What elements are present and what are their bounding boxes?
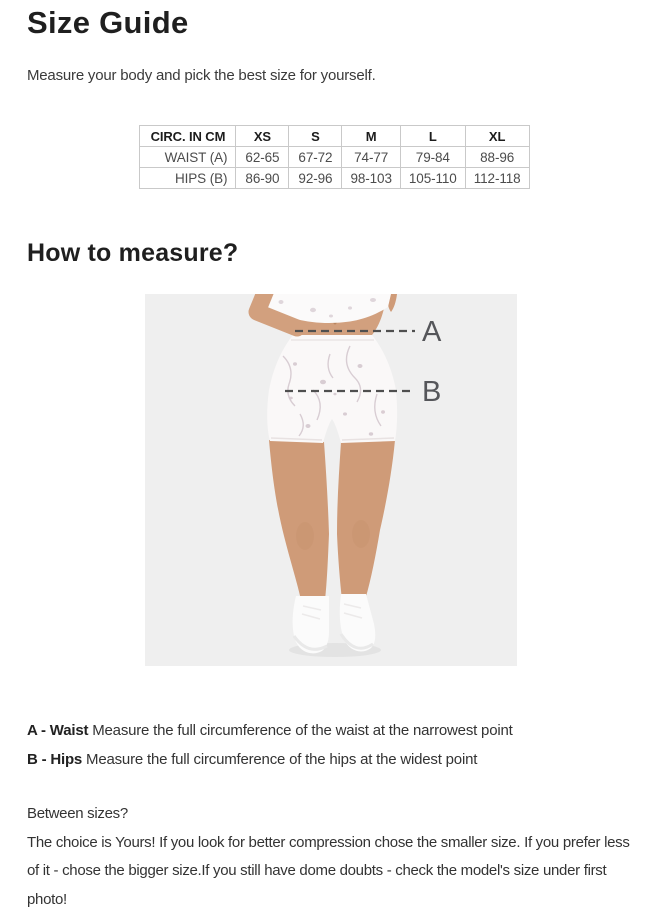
measure-notes [27,716,642,774]
col-header-circ: CIRC. IN CM [140,126,236,147]
marker-a-label: A [422,316,442,348]
between-sizes-question: Between sizes? [27,800,642,829]
note-hips-label: B - Hips [27,751,82,768]
size-table-wrapper [27,125,642,189]
col-header-xl: XL [465,126,529,147]
table-row-hips [140,168,529,189]
waist-s: 67-72 [289,147,342,168]
how-to-measure-heading: How to measure? [27,239,642,268]
waist-xl: 88-96 [465,147,529,168]
note-waist-label: A - Waist [27,722,88,739]
size-table [139,125,529,189]
page-title: Size Guide [27,0,642,41]
hips-xl: 112-118 [465,168,529,189]
hips-s: 92-96 [289,168,342,189]
note-hips [27,745,642,774]
note-waist-text: Measure the full circumference of the waist at the narrowest point [92,722,512,739]
page-subtitle: Measure your body and pick the best size for yourself. [27,67,642,85]
size-table-header-row [140,126,529,147]
model-figure [145,294,517,666]
waist-xs: 62-65 [236,147,289,168]
hips-m: 98-103 [342,168,400,189]
hips-l: 105-110 [400,168,465,189]
waist-l: 79-84 [400,147,465,168]
col-header-m: M [342,126,400,147]
row-label-hips: HIPS (B) [140,168,236,189]
row-label-waist: WAIST (A) [140,147,236,168]
note-waist [27,716,642,745]
col-header-xs: XS [236,126,289,147]
model-photo [145,294,517,666]
between-sizes-section [27,800,642,914]
waist-m: 74-77 [342,147,400,168]
marker-b-label: B [422,376,441,408]
col-header-s: S [289,126,342,147]
table-row-waist [140,147,529,168]
hips-xs: 86-90 [236,168,289,189]
col-header-l: L [400,126,465,147]
note-hips-text: Measure the full circumference of the hips at the widest point [86,751,477,768]
between-sizes-answer: The choice is Yours! If you look for better compression chose the smaller size. If you prefer less of it - chose the bigger size.If you still have dome doubts - check the model's size under first photo! [27,829,642,914]
